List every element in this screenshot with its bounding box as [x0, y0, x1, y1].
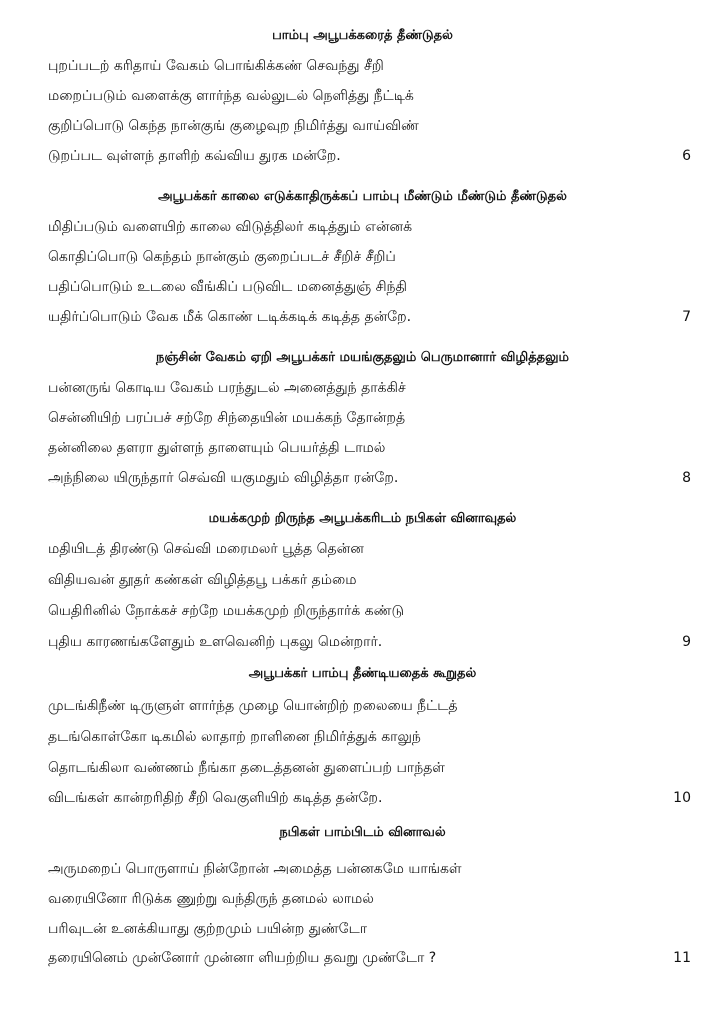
verse-line: தன்னிலை தளரா துள்ளந் தாளையும் பெயர்த்தி டாமல்: [48, 440, 386, 456]
section-heading: அபூபக்கர் காலை எடுக்காதிருக்கப் பாம்பு மீண்டும் மீண்டும் தீண்டுதல்: [158, 189, 567, 204]
verse-line: மிதிப்படும் வளையிற் காலை விடுத்திலர் கடித்தும் என்னக்: [48, 219, 413, 235]
section-heading: நஞ்சின் வேகம் ஏறி அபூபக்கர் மயங்குதலும் பெருமானார் விழித்தலும்: [156, 350, 569, 365]
verse-number: 6: [682, 148, 691, 164]
verse-line: தொடங்கிலா வண்ணம் நீங்கா தடைத்தனன் துளைப்பற் பாந்தள்: [48, 760, 445, 776]
verse-line: டுறப்பட வுள்ளந் தாளிற் கவ்விய துரக மன்றே.: [48, 148, 341, 164]
verse-number: 9: [682, 634, 691, 650]
verse-line: மறைப்படும் வளைக்கு ளார்ந்த வல்லுடல் நெளித்து நீட்டிக்: [48, 88, 414, 104]
verse-number: 8: [682, 470, 691, 486]
verse-number: 10: [673, 790, 691, 806]
verse-line: புதிய காரணங்களேதும் உளவெனிற் புகலு மென்றார்.: [48, 634, 383, 650]
verse-line: புறப்படற் கரிதாய் வேகம் பொங்கிக்கண் செவந்து சீறி: [48, 58, 384, 74]
verse-line: வரையினோ ரிடுக்க ணுற்று வந்திருந் தனமல் லாமல்: [48, 891, 374, 907]
verse-line: சென்னியிற் பரப்பச் சற்றே சிந்தையின் மயக்கந் தோன்றத்: [48, 410, 406, 426]
verse-line: விதியவன் தூதர் கண்கள் விழித்தபூ பக்கர் தம்மை: [48, 572, 357, 588]
verse-line: அருமறைப் பொருளாய் நின்றோன் அமைத்த பன்னகமே யாங்கள்: [48, 861, 462, 877]
section-heading: மயக்கமுற் றிருந்த அபூபக்கரிடம் நபிகள் வினாவுதல்: [208, 511, 517, 526]
verse-line: பதிப்பொடும் உடலை வீங்கிப் படுவிட மனைத்துஞ் சிந்தி: [48, 279, 408, 295]
verse-line: தரையினெம் முன்னோர் முன்னா ளியற்றிய தவறு முண்டோ ?: [48, 950, 437, 966]
verse-number: 11: [673, 950, 691, 966]
verse-line: முடங்கிநீண் டிருளுள் ளார்ந்த முழை யொன்றிற் றலையை நீட்டத்: [48, 698, 458, 714]
verse-line: அந்நிலை யிருந்தார் செவ்வி யகுமதும் விழித்தா ரன்றே.: [48, 470, 399, 486]
verse-line: பரிவுடன் உனக்கியாது குற்றமும் பயின்ற துண்டோ: [48, 921, 368, 937]
verse-line: பன்னருங் கொடிய வேகம் பரந்துடல் அனைத்துந் தாக்கிச்: [48, 380, 406, 396]
verse-line: குறிப்பொடு கெந்த நான்குங் குழைவுற நிமிர்த்து வாய்விண்: [48, 118, 419, 134]
verse-line: மதியிடத் திரண்டு செவ்வி மரைமலர் பூத்த தென்ன: [48, 541, 364, 557]
section-heading: நபிகள் பாம்பிடம் வினாவல்: [279, 825, 446, 840]
verse-line: தடங்கொள்கோ டிகமில் லாதாற் றாளினை நிமிர்த்துக் காலுந்: [48, 729, 421, 745]
section-heading: அபூபக்கர் பாம்பு தீண்டியதைக் கூறுதல்: [248, 666, 477, 681]
verse-line: யதிர்ப்பொடும் வேக மீக் கொண் டடிக்கடிக் கடித்த தன்றே.: [48, 309, 412, 325]
verse-line: விடங்கள் கான்றரிதிற் சீறி வெகுளியிற் கடித்த தன்றே.: [48, 790, 383, 806]
verse-number: 7: [682, 309, 691, 325]
verse-line: கொதிப்பொடு கெந்தம் நான்கும் குறைப்படச் சீறிச் சீறிப்: [48, 249, 396, 265]
section-heading: பாம்பு அபூபக்கரைத் தீண்டுதல்: [272, 28, 453, 43]
verse-line: யெதிரினில் நோக்கச் சற்றே மயக்கமுற் றிருந்தார்க் கண்டு: [48, 603, 404, 619]
